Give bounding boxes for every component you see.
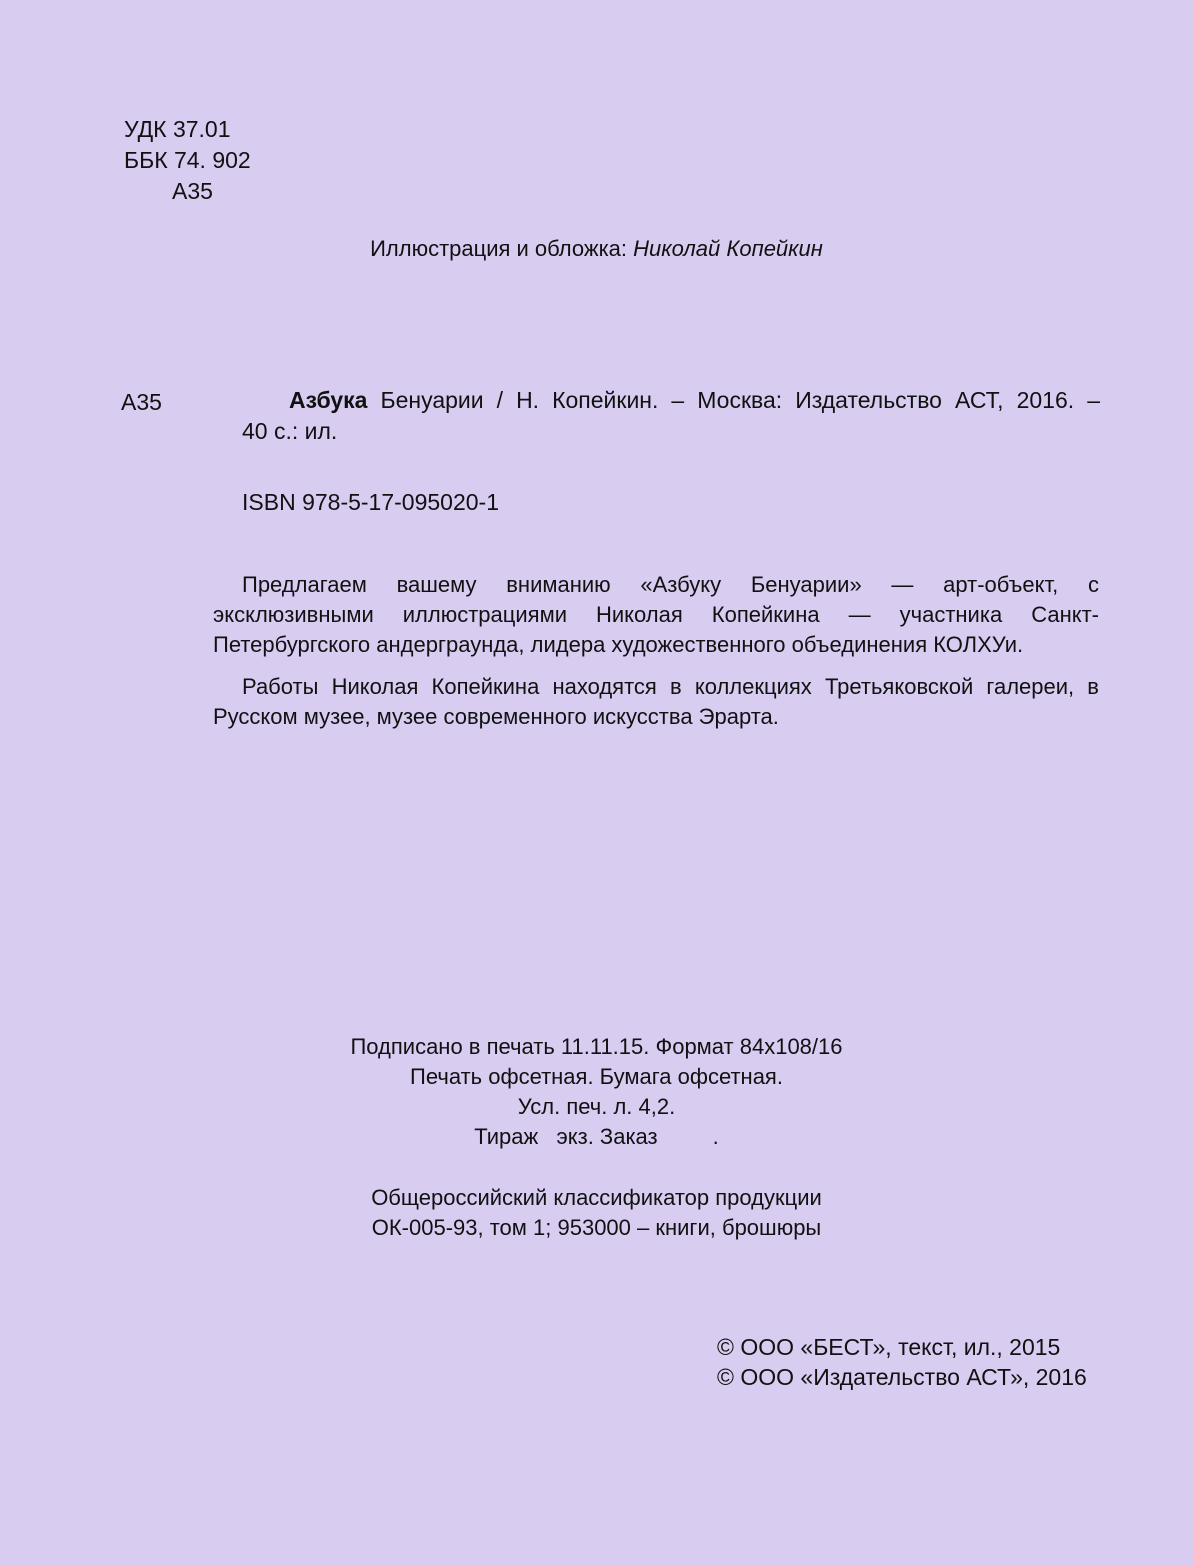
- bibliographic-description: Бенуарии / Н. Копейкин. – Москва: Издательство АСТ, 2016. –: [367, 387, 1100, 413]
- annotation: [213, 570, 1099, 744]
- imprint-line-printing: Печать офсетная. Бумага офсетная.: [410, 1064, 783, 1089]
- copyright-line-1: © ООО «БЕСТ», текст, ил., 2015: [717, 1334, 1061, 1360]
- annotation-paragraph-2: Работы Николая Копейкина находятся в коллекциях Третьяковской галереи, в Русском музее, музее современного искусства Эрарта.: [213, 674, 1099, 729]
- illustrator-name: Николай Копейкин: [633, 236, 823, 261]
- annotation-paragraph-1: Предлагаем вашему вниманию «Азбуку Бенуарии» — арт-объект, с эксклюзивными иллюстрациями Николая Копейкина — участника Санкт-Петербургского андерграунда, лидера художественного объединения КОЛХУи.: [213, 572, 1099, 657]
- imprint-line-circulation: Тираж экз. Заказ .: [474, 1124, 719, 1149]
- copyright-line-2: © ООО «Издательство АСТ», 2016: [717, 1364, 1087, 1390]
- bbk-code: ББК 74. 902: [124, 147, 251, 173]
- credit-label: Иллюстрация и обложка:: [370, 236, 634, 261]
- author-mark: А35: [172, 178, 213, 204]
- bibliographic-line-1: [242, 385, 1100, 416]
- classifier-line-1: Общероссийский классификатор продукции: [371, 1185, 822, 1210]
- book-title: Азбука: [289, 387, 368, 413]
- classification-block: [124, 114, 251, 207]
- imprint-line-sheets: Усл. печ. л. 4,2.: [517, 1094, 676, 1119]
- catalog-code: А35: [121, 389, 162, 415]
- classifier-block: [0, 1183, 1193, 1243]
- imprint-block: [0, 1032, 1193, 1152]
- udk-code: УДК 37.01: [124, 116, 231, 142]
- copyright-block: [717, 1332, 1087, 1392]
- bibliographic-line-2: 40 с.: ил.: [242, 418, 338, 444]
- illustration-credit: [0, 234, 1193, 264]
- bibliographic-entry: [242, 385, 1100, 447]
- imprint-line-signed: Подписано в печать 11.11.15. Формат 84х108/16: [350, 1034, 843, 1059]
- classifier-line-2: ОК-005-93, том 1; 953000 – книги, брошюры: [371, 1215, 822, 1240]
- isbn: ISBN 978-5-17-095020-1: [242, 489, 499, 515]
